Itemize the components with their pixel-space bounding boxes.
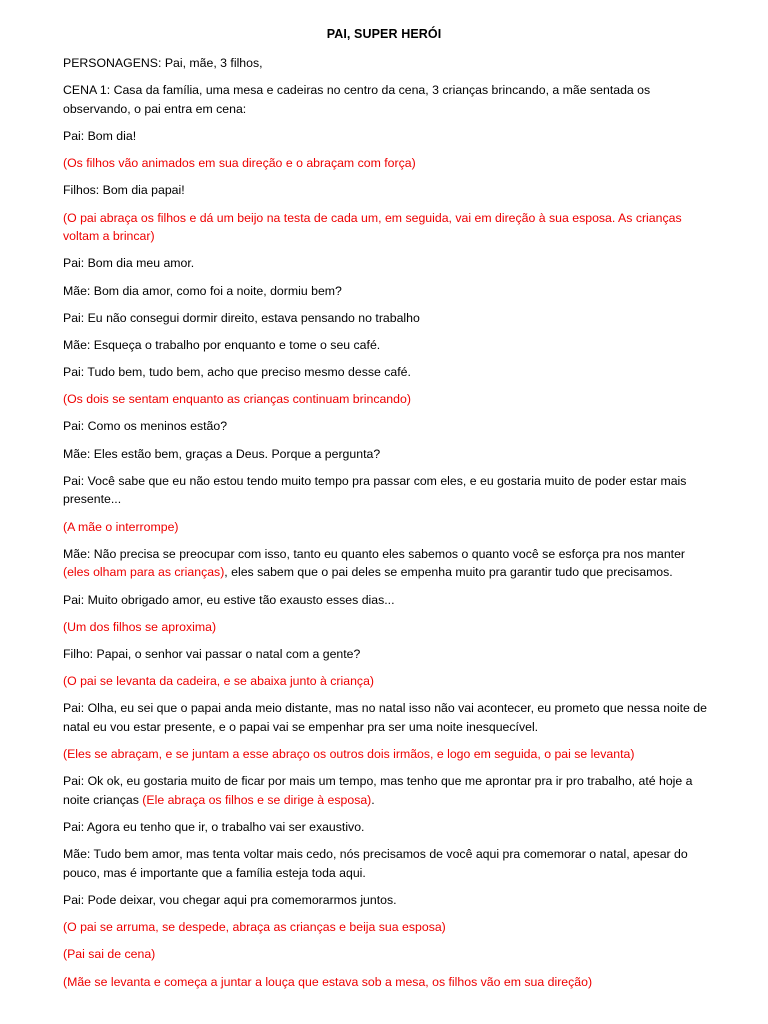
document-title: PAI, SUPER HERÓI: [326, 27, 442, 41]
dialogue-text: Pai: Ok ok, eu gostaria muito de ficar por mais um tempo, mas tenho que me aprontar pra ir pro trabalho, até hoje a noite crianças: [63, 774, 693, 807]
stage-direction: (O pai se levanta da cadeira, e se abaixa junto à criança): [63, 674, 375, 689]
dialogue-line: Pai: Pode deixar, vou chegar aqui pra comemorarmos juntos.: [63, 893, 397, 908]
dialogue-line: Mãe: Eles estão bem, graças a Deus. Porque a pergunta?: [63, 446, 381, 461]
stage-direction: (A mãe o interrompe): [63, 519, 179, 534]
dialogue-line: Pai: Como os meninos estão?: [63, 419, 228, 434]
dialogue-line: Filho: Papai, o senhor vai passar o natal com a gente?: [63, 646, 361, 661]
dialogue-line: PERSONAGENS: Pai, mãe, 3 filhos,: [63, 56, 263, 70]
dialogue-line: Filhos: Bom dia papai!: [63, 183, 185, 198]
dialogue-line: Pai: Muito obrigado amor, eu estive tão exausto esses dias...: [63, 592, 395, 607]
stage-direction: (Eles se abraçam, e se juntam a esse abraço os outros dois irmãos, e logo em seguida, o pai se levanta): [63, 747, 635, 762]
stage-direction: (Mãe se levanta e começa a juntar a louça que estava sob a mesa, os filhos vão em sua direção): [63, 974, 593, 989]
dialogue-line: Pai: Você sabe que eu não estou tendo muito tempo pra passar com eles, e eu gostaria muito de poder estar mais presente...: [63, 473, 687, 507]
stage-direction: (Os filhos vão animados em sua direção e o abraçam com força): [63, 156, 416, 171]
dialogue-line: Mãe: Tudo bem amor, mas tenta voltar mais cedo, nós precisamos de você aqui pra comemorar o natal, apesar do pouco, mas é importante que a família esteja toda aqui.: [63, 847, 688, 880]
dialogue-text: .: [371, 792, 375, 807]
dialogue-line: Pai: Olha, eu sei que o papai anda meio distante, mas no natal isso não vai acontecer, eu prometo que nessa noite de natal eu vou estar presente, e o papai vai se empenhar pra ser uma noite inesquecível.: [63, 701, 707, 734]
script-body: [63, 54, 713, 1000]
dialogue-text: Mãe: Não precisa se preocupar com isso, tanto eu quanto eles sabemos o quanto você se esforça pra nos manter: [63, 546, 686, 561]
stage-direction-inline: (Ele abraça os filhos e se dirige à esposa): [142, 792, 372, 807]
dialogue-line: Mãe: Bom dia amor, como foi a noite, dormiu bem?: [63, 283, 342, 298]
stage-direction: (Os dois se sentam enquanto as crianças continuam brincando): [63, 392, 411, 407]
stage-direction: (O pai abraça os filhos e dá um beijo na testa de cada um, em seguida, vai em direção à sua esposa. As crianças voltam a brincar): [63, 210, 682, 244]
dialogue-line: Pai: Bom dia meu amor.: [63, 256, 195, 271]
stage-direction-inline: (eles olham para as crianças): [63, 565, 225, 580]
dialogue-line: Mãe: Esqueça o trabalho por enquanto e tome o seu café.: [63, 337, 381, 352]
dialogue-line: Pai: Agora eu tenho que ir, o trabalho vai ser exaustivo.: [63, 820, 365, 835]
dialogue-text: , eles sabem que o pai deles se empenha muito pra garantir tudo que precisamos.: [224, 565, 673, 580]
stage-direction: (O pai se arruma, se despede, abraça as crianças e beija sua esposa): [63, 920, 446, 935]
dialogue-line: [63, 772, 713, 809]
dialogue-line: Pai: Tudo bem, tudo bem, acho que preciso mesmo desse café.: [63, 365, 411, 380]
dialogue-line: CENA 1: Casa da família, uma mesa e cadeiras no centro da cena, 3 crianças brincando, a mãe sentada os observando, o pai entra em cena:: [63, 83, 651, 116]
dialogue-line: Pai: Eu não consegui dormir direito, estava pensando no trabalho: [63, 310, 420, 325]
stage-direction: (Um dos filhos se aproxima): [63, 619, 217, 634]
stage-direction: (Pai sai de cena): [63, 947, 156, 962]
dialogue-line: [63, 545, 713, 582]
dialogue-line: Pai: Bom dia!: [63, 128, 137, 143]
